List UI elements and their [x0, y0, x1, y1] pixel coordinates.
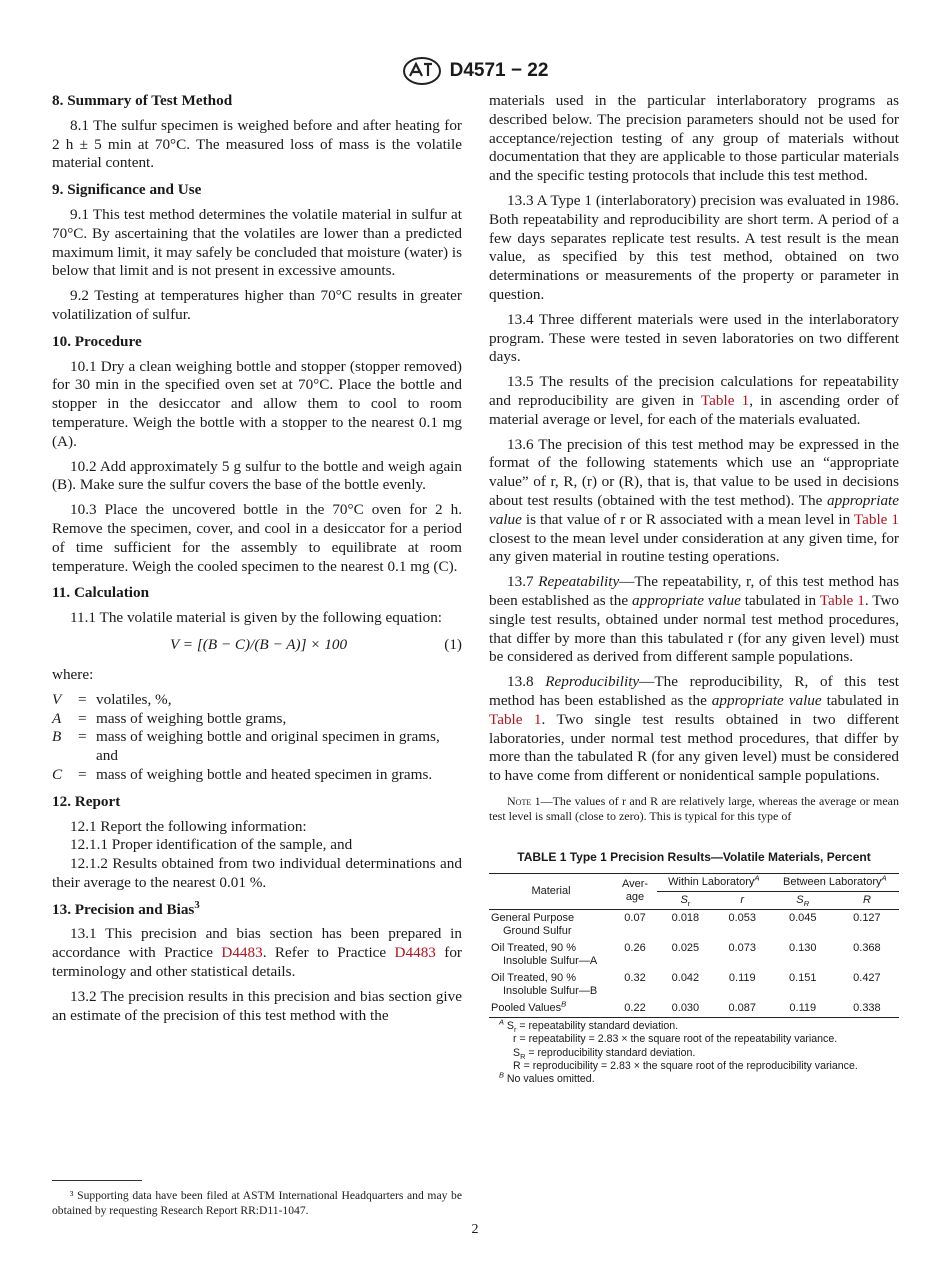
- definition-row: [52, 691, 462, 710]
- d4483-link[interactable]: D4483: [221, 944, 263, 962]
- col-r: [714, 891, 771, 909]
- r-cell: 0.053: [728, 911, 757, 924]
- table-1-link[interactable]: Table 1: [819, 591, 865, 609]
- col-between-lab: [771, 873, 899, 891]
- def-symbol: B: [52, 728, 62, 746]
- sr-sub: r: [687, 898, 691, 908]
- col-sr: [657, 891, 714, 909]
- text: 13.8: [507, 673, 546, 691]
- left-column: [52, 92, 462, 1031]
- italic-term: Repeatability: [538, 573, 620, 591]
- note-sub: r: [513, 1024, 517, 1034]
- material-line: Ground Sulfur: [503, 924, 572, 937]
- r-label: r: [740, 893, 745, 906]
- def-equals: =: [78, 690, 87, 708]
- page-header: [0, 56, 950, 86]
- table-footnotes: [489, 1017, 899, 1087]
- definition-row: [52, 710, 462, 729]
- table-note-sR: [489, 1047, 899, 1060]
- average-cell: 0.22: [613, 1000, 657, 1018]
- d4483-link[interactable]: D4483: [394, 944, 436, 962]
- def-text: mass of weighing bottle grams,: [96, 709, 287, 727]
- col-material: Material: [489, 873, 613, 909]
- text: 13.6 The precision of this test method may be expressed in the format of the following statements which use an “appropriate value” of r, R, (r) or (R), that is, that value to be used in decisions about test results (obtained with the test method). The: [489, 435, 899, 509]
- material-line: Oil Treated, 90 %: [491, 971, 576, 984]
- paragraph-13-8: [489, 673, 899, 786]
- sR-cell: 0.151: [788, 971, 817, 984]
- table-1-link[interactable]: Table 1: [489, 710, 542, 728]
- text: , in ascending order of material average or level, for each of the materials evaluated.: [489, 391, 899, 428]
- paragraph-13-6: [489, 436, 899, 568]
- sR-cell: 0.119: [771, 1000, 835, 1018]
- paragraph-10-1: 10.1 Dry a clean weighing bottle and stopper (stopper removed) for 30 min in the specified oven set at 70°C. Place the bottle and stopper in the desiccator and allow them to cool to room temperature. Weigh the bottle with a stopper to the nearest 0.1 mg (A).: [52, 357, 462, 450]
- right-column: [489, 92, 899, 1087]
- col-R: [835, 891, 899, 909]
- section-11-title: 11. Calculation: [52, 584, 150, 602]
- paragraph-13-7: [489, 573, 899, 667]
- equation-block: [52, 634, 462, 658]
- text: tabulated in: [821, 691, 899, 709]
- text: is that value of r or R associated with a mean level in: [521, 510, 854, 528]
- text: —The repeatability, r, of this test method has been established as the: [489, 573, 899, 609]
- material-line: General Purpose: [491, 911, 575, 924]
- r-cell: 0.119: [728, 971, 756, 984]
- def-equals: =: [78, 765, 87, 783]
- paragraph-10-2: 10.2 Add approximately 5 g sulfur to the bottle and weigh again (B). Make sure the sulfur covers the base of the bottle evenly.: [52, 457, 462, 494]
- material-cell: [489, 970, 613, 1000]
- def-text: mass of weighing bottle and original specimen in grams, and: [96, 728, 440, 765]
- note-text: = reproducibility standard deviation.: [525, 1046, 696, 1059]
- section-12-title: 12. Report: [52, 792, 121, 810]
- text: 13.5 The results of the precision calculations for repeatability and reproducibility are given in: [489, 373, 899, 409]
- text: . Two single test results, obtained under normal test method procedures, that differ by more than this tabulated r (for any given level) must be considered as derived from different sample populations.: [489, 591, 900, 666]
- average-cell: 0.26: [624, 941, 646, 954]
- note-sub: R: [520, 1051, 526, 1061]
- table-title: TABLE 1 Type 1 Precision Results—Volatile Materials, Percent: [517, 849, 871, 864]
- table-row: [489, 970, 899, 1000]
- italic-term: appropriate value: [489, 491, 899, 528]
- text: for terminology and other statistical details.: [52, 944, 462, 981]
- sr-cell: 0.042: [671, 971, 700, 984]
- equation-number: (1): [444, 635, 462, 653]
- sR-cell: 0.130: [788, 941, 817, 954]
- paragraph-13-1: [52, 925, 462, 981]
- paragraph-11-1: 11.1 The volatile material is given by the following equation:: [70, 609, 443, 627]
- page-number: 2: [471, 1222, 479, 1237]
- col-within-lab: [657, 873, 771, 891]
- between-label: Between Laboratory: [783, 875, 882, 888]
- sr-cell: 0.025: [671, 941, 700, 954]
- sr-label: S: [680, 893, 688, 906]
- def-symbol: V: [52, 690, 62, 708]
- r-cell: 0.087: [714, 1000, 771, 1018]
- note-text: No values omitted.: [503, 1073, 595, 1086]
- document-id: D4571 − 22: [449, 60, 549, 81]
- equation: V = [(B − C)/(B − A)] × 100: [170, 635, 348, 653]
- text: closest to the mean level under consideration at any given time, for any given material in routine testing operations.: [489, 529, 899, 566]
- paragraph-8-1: 8.1 The sulfur specimen is weighed before and after heating for 2 h ± 5 min at 70°C. The measured loss of mass is the volatile material content.: [52, 116, 462, 172]
- table-note-R: R = reproducibility = 2.83 × the square root of the reproducibility variance.: [513, 1059, 858, 1072]
- material-line: Pooled Values: [491, 1001, 562, 1014]
- paragraph-13-2: 13.2 The precision results in this precision and bias section give an estimate of the precision of this test method with the: [52, 987, 462, 1024]
- sr-cell: 0.030: [657, 1000, 714, 1018]
- variable-definitions: [52, 691, 462, 785]
- precision-table: [489, 873, 899, 1018]
- def-symbol: C: [52, 765, 63, 783]
- definition-row: [52, 728, 462, 766]
- average-cell: 0.32: [624, 971, 646, 984]
- italic-term: appropriate value: [632, 591, 741, 609]
- footnote-3: ³ Supporting data have been filed at ASTM International Headquarters and may be obtained by requesting Research Report RR:D11-1047.: [52, 1189, 462, 1217]
- table-row: [489, 940, 899, 970]
- table-note-a: [489, 1017, 899, 1034]
- paragraph-12-1-1: 12.1.1 Proper identification of the sample, and: [70, 836, 353, 854]
- note-text: —The values of r and R are relatively large, whereas the average or mean test level is small (close to zero). This is typical for this type of: [489, 793, 899, 823]
- def-symbol: A: [52, 709, 62, 727]
- footnote-ref[interactable]: 3: [194, 899, 200, 911]
- text: . Refer to Practice: [262, 944, 395, 962]
- footnote-a-ref: A: [881, 873, 887, 883]
- note-text: S: [513, 1046, 521, 1059]
- table-1-link[interactable]: Table 1: [700, 391, 750, 409]
- sR-cell: 0.045: [788, 911, 817, 924]
- sR-sub: R: [803, 898, 810, 908]
- section-13-title-text: 13. Precision and Bias: [52, 900, 195, 918]
- material-line: Oil Treated, 90 %: [491, 941, 576, 954]
- material-line: Insoluble Sulfur—B: [503, 984, 598, 997]
- material-cell: [489, 940, 613, 970]
- paragraph-13-2-cont: materials used in the particular interlaboratory programs as described below. The precision parameters should not be used for acceptance/rejection testing of any group of materials without documentation that they are applicable to those particular materials and the specific testing protocols that include this test method.: [489, 92, 899, 185]
- italic-term: appropriate value: [711, 691, 822, 709]
- footnote-a-ref: A: [754, 873, 760, 883]
- R-cell: 0.368: [853, 941, 881, 954]
- section-9-title: 9. Significance and Use: [52, 181, 202, 199]
- R-cell: 0.338: [835, 1000, 899, 1018]
- text: tabulated in: [740, 591, 820, 609]
- astm-logo-icon: [402, 56, 442, 86]
- def-text: volatiles, %,: [96, 690, 172, 708]
- note-text: S: [503, 1019, 514, 1032]
- within-label: Within Laboratory: [668, 875, 755, 888]
- sr-cell: 0.018: [671, 911, 700, 924]
- section-13-title: [52, 901, 462, 920]
- col-average: Aver- age: [613, 873, 657, 909]
- table-row: [489, 1000, 899, 1018]
- def-equals: =: [78, 728, 87, 746]
- paragraph-13-5: [489, 373, 899, 429]
- text: 13.1 This precision and bias section has been prepared in accordance with Practice: [52, 925, 462, 962]
- italic-term: Reproducibility: [545, 673, 640, 691]
- text: . Two single test results obtained in two different laboratories, under normal test method procedures, that differ by more than the tabulated R (for any given level) must be considered to have come from different or nonidentical sample populations.: [489, 710, 899, 785]
- def-equals: =: [78, 709, 87, 727]
- paragraph-13-3: 13.3 A Type 1 (interlaboratory) precision was evaluated in 1986. Both repeatability and reproducibility are short term. A period of a few days separates replicate test results. A test result is the mean value, as specified by this test method, obtained on two determinations or measurements of the property or parameter in question.: [489, 191, 899, 303]
- footnote-b-ref: B: [561, 999, 567, 1009]
- table-row: [489, 909, 899, 940]
- section-8-title: 8. Summary of Test Method: [52, 92, 233, 109]
- paragraph-12-1: 12.1 Report the following information:: [70, 817, 307, 835]
- paragraph-9-1: 9.1 This test method determines the volatile material in sulfur at 70°C. By ascertaining that the volatiles are lower than a predicted maximum limit, it may safely be concluded that moisture (water) is below that limit and is not present in excessive amounts.: [52, 205, 462, 280]
- material-line: Insoluble Sulfur—A: [503, 954, 598, 967]
- average-cell: 0.07: [624, 911, 646, 924]
- footnote-rule: [52, 1180, 142, 1181]
- table-1-link[interactable]: Table 1: [853, 510, 899, 528]
- definition-row: [52, 766, 462, 785]
- note-text: = repeatability standard deviation.: [516, 1019, 679, 1032]
- R-label: R: [862, 893, 871, 906]
- R-cell: 0.427: [853, 971, 881, 984]
- where-label: where:: [52, 665, 94, 683]
- sR-label: S: [796, 893, 804, 906]
- note-1: [489, 794, 899, 824]
- r-cell: 0.073: [728, 941, 757, 954]
- table-note-r: r = repeatability = 2.83 × the square root of the repeatability variance.: [513, 1033, 838, 1046]
- paragraph-10-3: 10.3 Place the uncovered bottle in the 70°C oven for 2 h. Remove the specimen, cover, and cool in a desiccator for a period of time sufficient for the assembly to equilibrate at room temperature. Weigh the cooled specimen to the nearest 0.1 mg (C).: [52, 501, 462, 575]
- note-label: Note 1: [507, 793, 541, 808]
- R-cell: 0.127: [853, 911, 881, 924]
- paragraph-13-4: 13.4 Three different materials were used in the interlaboratory program. These were tested in seven laboratories on two different days.: [489, 310, 899, 366]
- paragraph-12-1-2: 12.1.2 Results obtained from two individual determinations and their average to the nearest 0.01 %.: [52, 855, 462, 891]
- text: 13.7: [507, 573, 539, 591]
- text: —The reproducibility, R, of this test method has been established as the: [489, 673, 899, 709]
- material-cell: [489, 909, 613, 940]
- note-marker: A: [499, 1017, 504, 1027]
- material-cell: [489, 1000, 613, 1018]
- table-note-b: [489, 1070, 899, 1086]
- col-sR: [771, 891, 835, 909]
- paragraph-9-2: 9.2 Testing at temperatures higher than 70°C results in greater volatilization of sulfur.: [52, 287, 462, 323]
- def-text: mass of weighing bottle and heated specimen in grams.: [96, 765, 433, 783]
- note-marker: B: [499, 1070, 504, 1080]
- section-10-title: 10. Procedure: [52, 332, 142, 350]
